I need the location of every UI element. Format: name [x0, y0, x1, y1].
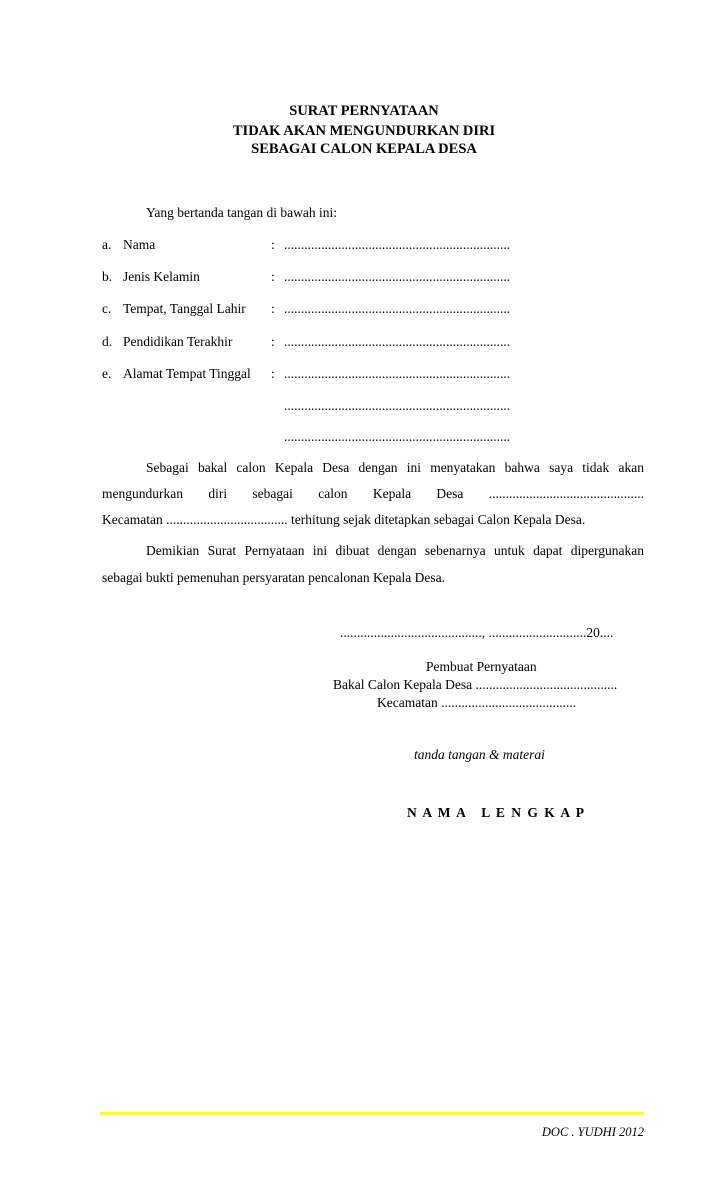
intro-text: Yang bertanda tangan di bawah ini:	[146, 205, 337, 220]
place-date: .........................................., .............................20....	[340, 625, 614, 640]
field-colon: :	[271, 301, 275, 316]
role-label: Bakal Calon Kepala Desa ..........................................	[333, 677, 618, 692]
field-value: ...................................................................	[284, 301, 511, 316]
field-label: Nama	[123, 237, 156, 252]
field-label: Pendidikan Terakhir	[123, 334, 233, 349]
field-letter: b.	[102, 269, 113, 284]
field-label: Tempat, Tanggal Lahir	[123, 301, 246, 316]
field-label: Jenis Kelamin	[123, 269, 200, 284]
field-value: ...................................................................	[284, 334, 511, 349]
statement-line-1: Sebagai bakal calon Kepala Desa dengan ini menyatakan bahwa saya tidak akan	[146, 460, 644, 475]
field-value: ...................................................................	[284, 237, 511, 252]
title-line-3: SEBAGAI CALON KEPALA DESA	[251, 141, 477, 157]
field-value: ...................................................................	[284, 269, 511, 284]
field-letter: d.	[102, 334, 113, 349]
statement-line-2: mengundurkan diri sebagai calon Kepala Desa ..............................................	[102, 486, 644, 501]
closing-line-1: Demikian Surat Pernyataan ini dibuat dengan sebenarnya untuk dapat dipergunakan	[146, 543, 644, 558]
field-label: Alamat Tempat Tinggal	[123, 366, 251, 381]
field-value: ...................................................................	[284, 366, 511, 381]
district-label: Kecamatan ........................................	[377, 695, 577, 710]
field-colon: :	[271, 269, 275, 284]
field-letter: a.	[102, 237, 112, 252]
closing-line-2: sebagai bukti pemenuhan persyaratan pencalonan Kepala Desa.	[102, 570, 445, 585]
statement-line-3: Kecamatan .................................... terhitung sejak ditetapkan sebagai Calon Kepala Desa.	[102, 512, 586, 527]
field-letter: e.	[102, 366, 112, 381]
title-line-1: SURAT PERNYATAAN	[289, 103, 439, 119]
footer-doc-label: DOC . YUDHI 2012	[541, 1125, 644, 1139]
full-name-placeholder: N A M A L E N G K A P	[407, 805, 586, 820]
address-extra-line-2: ...................................................................	[284, 429, 511, 444]
title-line-2: TIDAK AKAN MENGUNDURKAN DIRI	[232, 123, 496, 139]
field-letter: c.	[102, 301, 112, 316]
footer-divider	[100, 1112, 644, 1115]
stamp-note: tanda tangan & materai	[414, 747, 545, 762]
field-colon: :	[271, 334, 275, 349]
address-extra-line-1: ...................................................................	[284, 398, 511, 413]
field-colon: :	[271, 237, 275, 252]
field-colon: :	[271, 366, 275, 381]
maker-label: Pembuat Pernyataan	[426, 659, 537, 674]
